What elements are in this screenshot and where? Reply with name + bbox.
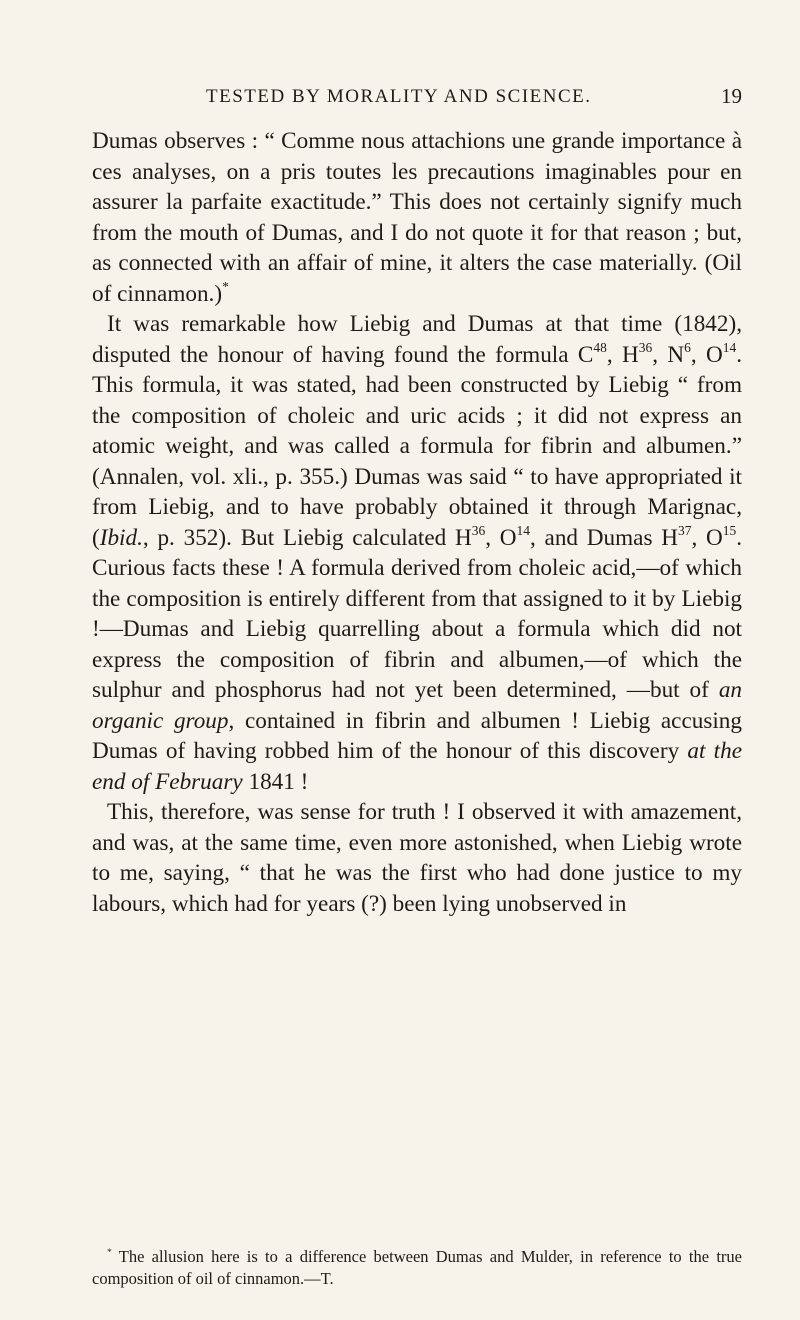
body-text	[92, 126, 742, 919]
superscript: 37	[678, 522, 692, 538]
text-run: , N	[652, 341, 685, 368]
superscript: 36	[471, 522, 486, 538]
superscript: 36	[638, 339, 653, 355]
text-run: This, therefore, was sense for truth ! I observed it with amazement, and was, at the same time, even more astonished, when Liebig wrote to me, saying, “ that he was the first who had done justice to my labours, which had for years (?) been lying unobserved in	[92, 799, 742, 917]
text-run: , H	[606, 341, 639, 368]
text-run: . This formula, it was stated, had been constructed by Liebig “ from the composition of choleic and uric acids ; it did not express an atomic weight, and was called a formula for fibrin and albumen.” (Annalen, vol. xli., p. 355.) Dumas was said “ to have appropriated it from Liebig, and to have probably obtained it through Marignac, (	[92, 341, 743, 551]
paragraph-2	[92, 309, 742, 797]
superscript: 14	[516, 522, 530, 538]
text-run: It was remarkable how Liebig and Dumas at that time (1842), disputed the honour of having found the formula C	[92, 311, 742, 368]
italic-text: an organic group	[92, 677, 742, 734]
superscript: 48	[593, 339, 607, 355]
text-run: . Curious facts these ! A formula derived from choleic acid,—of which the composition is entirely different from that assigned to it by Liebig !—Dumas and Liebig quarrelling about a formula which did not express the composition of fibrin and albumen,—of which the sulphur and phosphorus had not yet been determined, —but of	[92, 524, 742, 703]
text-run: Dumas observes : “ Comme nous attachions une grande importance à ces analyses, on a pris toutes les precautions imaginables pour en assurer la parfaite exactitude.” This does not certainly signify much from the mouth of Dumas, and I do not quote it for that reason ; but, as connected with an affair of mine, it alters the case materially. (Oil of cinnamon.)	[92, 128, 742, 307]
text-run: , O	[691, 524, 723, 551]
footnote-text	[92, 1246, 742, 1290]
text-run: , O	[485, 524, 517, 551]
running-title: TESTED BY MORALITY AND SCIENCE.	[206, 86, 592, 107]
text-run: , and Dumas H	[529, 524, 678, 551]
superscript: *	[222, 278, 229, 294]
superscript: 14	[722, 339, 737, 355]
footnote-marker: *	[107, 1246, 112, 1258]
superscript: 15	[722, 522, 737, 538]
italic-text: at the end of February	[92, 738, 742, 795]
footnote-body: The allusion here is to a difference between Dumas and Mulder, in reference to the true composition of oil of cinnamon.—T.	[92, 1247, 742, 1288]
superscript: 6	[684, 339, 691, 355]
text-run: 1841 !	[242, 768, 309, 795]
text-run: , contained in fibrin and albumen ! Liebig accusing Dumas of having robbed him of the honour of this discovery	[92, 707, 742, 764]
footnote	[92, 1246, 742, 1290]
page-number: 19	[721, 84, 742, 108]
text-run: , O	[690, 341, 723, 368]
running-header	[92, 86, 742, 116]
italic-text: Ibid.	[99, 524, 143, 551]
paragraph-1	[92, 126, 742, 309]
text-run: , p. 352). But Liebig calculated H	[142, 524, 472, 551]
paragraph-3	[92, 797, 742, 919]
